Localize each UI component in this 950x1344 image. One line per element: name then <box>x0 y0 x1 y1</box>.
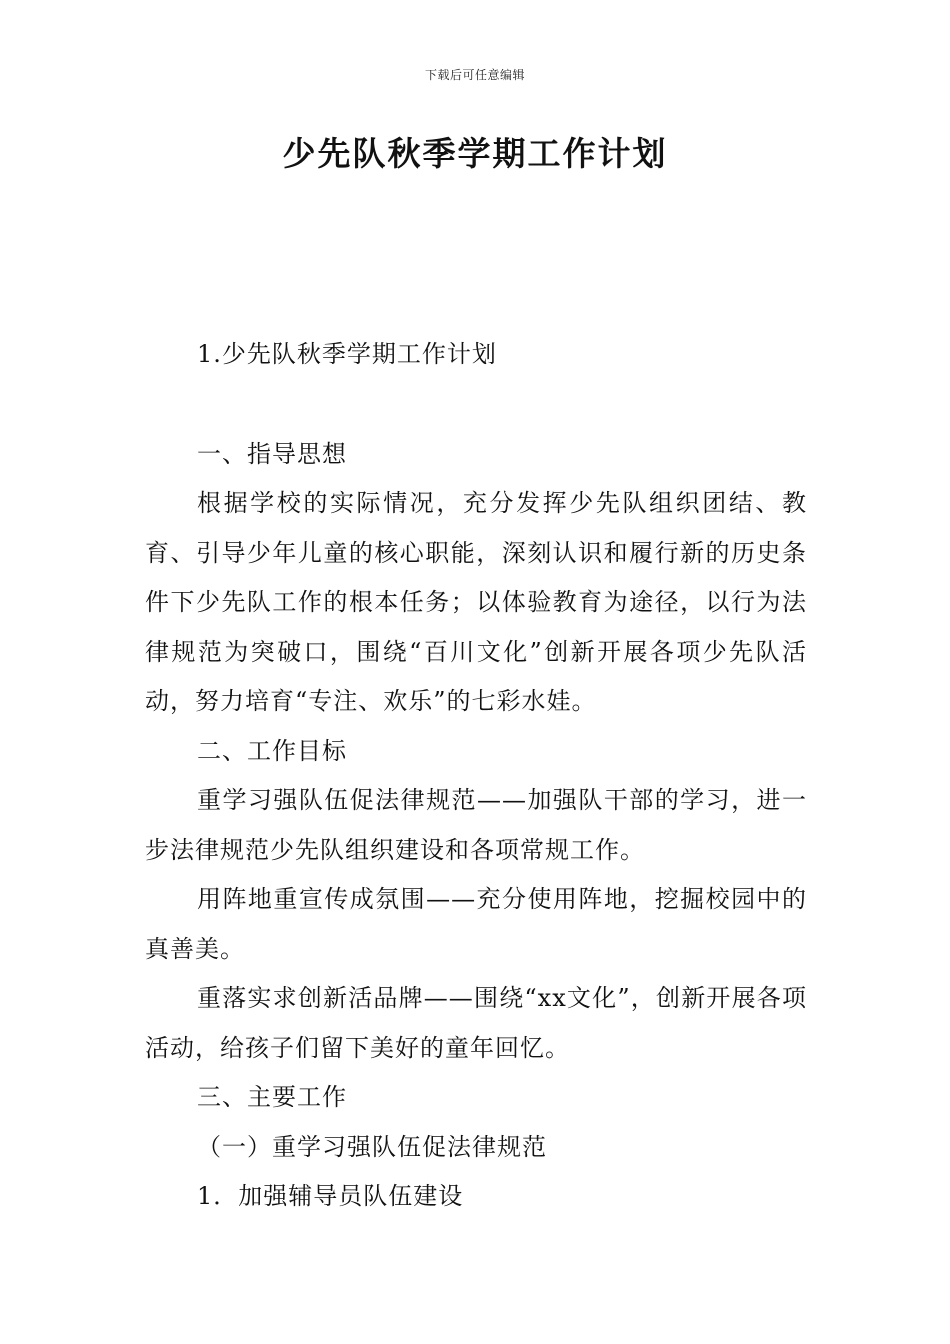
body-paragraph: 用阵地重宣传成氛围——充分使用阵地，挖掘校园中的真善美。 <box>145 885 807 963</box>
item-heading: 1.少先队秋季学期工作计划 <box>197 340 497 368</box>
subsection-heading: （一）重学习强队伍促法律规范 <box>197 1132 547 1161</box>
section-heading-3: 三、主要工作 <box>197 1083 347 1111</box>
body-paragraph: 重落实求创新活品牌——围绕“xx文化”，创新开展各项活动，给孩子们留下美好的童年回忆。 <box>145 984 807 1062</box>
document-body <box>145 330 807 1222</box>
document-title: 少先队秋季学期工作计划 <box>282 134 668 173</box>
body-paragraph: 根据学校的实际情况，充分发挥少先队组织团结、教育、引导少年儿童的核心职能，深刻认识和履行新的历史条件下少先队工作的根本任务；以体验教育为途径，以行为法律规范为突破口，围绕“百川文化”创新开展各项少先队活动，努力培育“专注、欢乐”的七彩水娃。 <box>145 489 807 715</box>
section-heading-2: 二、工作目标 <box>197 736 347 765</box>
list-item-heading: 1．加强辅导员队伍建设 <box>197 1182 464 1210</box>
header-note: 下载后可任意编辑 <box>424 68 525 82</box>
section-heading-1: 一、指导思想 <box>197 439 347 468</box>
body-paragraph: 重学习强队伍促法律规范——加强队干部的学习，进一步法律规范少先队组织建设和各项常规工作。 <box>145 786 807 864</box>
